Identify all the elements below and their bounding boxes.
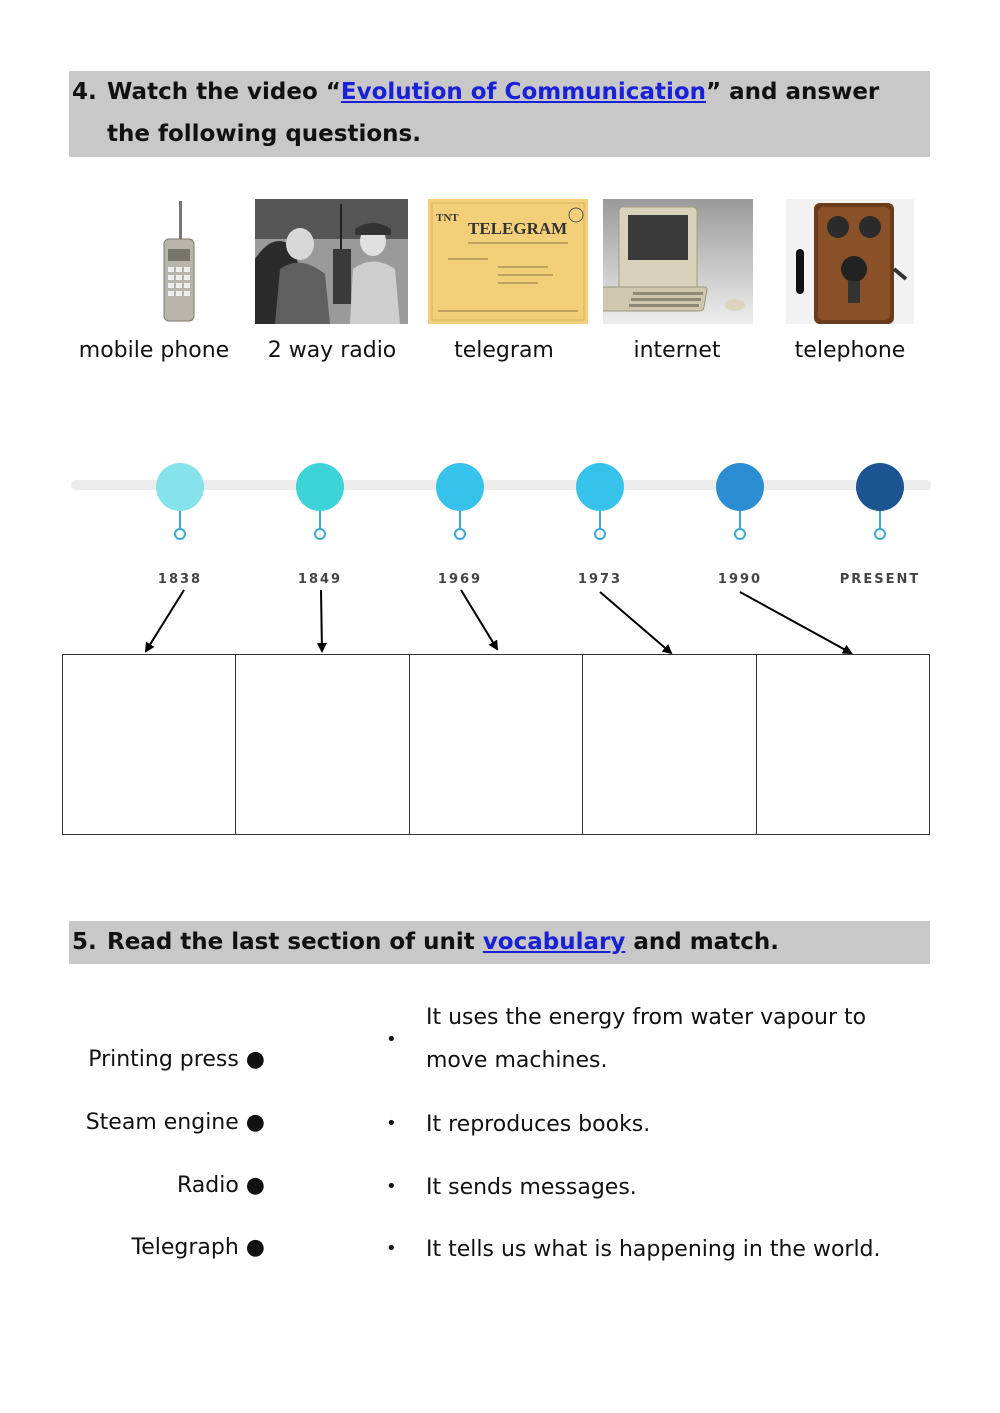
section-5-text-after: and match. bbox=[625, 929, 779, 955]
video-link[interactable]: Evolution of Communication bbox=[340, 79, 707, 105]
timeline-year: 1990 bbox=[717, 572, 763, 587]
computer-icon bbox=[603, 199, 753, 324]
answer-boxes bbox=[62, 654, 930, 835]
left-bullet: ● bbox=[245, 1110, 265, 1135]
section-number: 4. bbox=[72, 79, 97, 105]
section-4-text-after: ” and answer bbox=[706, 79, 880, 105]
timeline-node-3 bbox=[436, 463, 484, 511]
answer-box-2[interactable] bbox=[236, 655, 409, 834]
right-bullet-2[interactable]: • bbox=[386, 1113, 397, 1134]
mobile-phone-icon bbox=[150, 199, 210, 324]
answer-box-1[interactable] bbox=[63, 655, 236, 834]
right-bullet-1[interactable]: • bbox=[386, 1029, 397, 1050]
svg-text:TELEGRAM: TELEGRAM bbox=[468, 219, 568, 238]
timeline-marker bbox=[174, 528, 186, 540]
match-left-steam-engine[interactable]: Steam engine ● bbox=[85, 1110, 265, 1135]
timeline-year: PRESENT bbox=[839, 572, 921, 587]
section-4-header bbox=[69, 71, 930, 157]
answer-box-4[interactable] bbox=[583, 655, 756, 834]
caption-mobile-phone: mobile phone bbox=[78, 338, 230, 363]
caption-telegram: telegram bbox=[454, 338, 554, 363]
timeline-year: 1849 bbox=[297, 572, 343, 587]
left-bullet: ● bbox=[245, 1047, 265, 1072]
svg-text:TNT: TNT bbox=[436, 212, 459, 224]
caption-two-way-radio: 2 way radio bbox=[267, 338, 397, 363]
timeline-marker bbox=[314, 528, 326, 540]
arrow-2 bbox=[321, 590, 322, 651]
section-5-header bbox=[69, 921, 930, 964]
arrow-3 bbox=[461, 590, 497, 649]
match-right-messages: It sends messages. bbox=[426, 1175, 637, 1200]
timeline-node-2 bbox=[296, 463, 344, 511]
timeline-node-4 bbox=[576, 463, 624, 511]
arrow-4 bbox=[600, 592, 671, 653]
timeline-node-1 bbox=[156, 463, 204, 511]
match-right-books: It reproduces books. bbox=[426, 1112, 651, 1137]
right-bullet-4[interactable]: • bbox=[386, 1238, 397, 1259]
timeline-marker bbox=[874, 528, 886, 540]
answer-box-3[interactable] bbox=[410, 655, 583, 834]
answer-box-5[interactable] bbox=[757, 655, 929, 834]
match-left-radio[interactable]: Radio ● bbox=[176, 1173, 265, 1198]
timeline-year: 1973 bbox=[577, 572, 623, 587]
timeline-stem bbox=[179, 511, 181, 529]
match-left-printing-press[interactable]: Printing press ● bbox=[88, 1047, 265, 1072]
timeline-stem bbox=[879, 511, 881, 529]
timeline-node-6 bbox=[856, 463, 904, 511]
timeline-marker bbox=[594, 528, 606, 540]
timeline-stem bbox=[319, 511, 321, 529]
timeline-marker bbox=[454, 528, 466, 540]
match-left-telegraph[interactable]: Telegraph ● bbox=[131, 1235, 265, 1260]
match-right-world: It tells us what is happening in the world. bbox=[426, 1237, 881, 1262]
section-5-text: Read the last section of unit bbox=[107, 929, 483, 955]
left-bullet: ● bbox=[245, 1173, 265, 1198]
vocabulary-link[interactable]: vocabulary bbox=[482, 929, 626, 955]
left-bullet: ● bbox=[245, 1235, 265, 1260]
telephone-icon bbox=[786, 199, 914, 324]
arrows bbox=[0, 580, 1000, 660]
arrow-1 bbox=[146, 590, 184, 651]
telegram-photo bbox=[428, 199, 588, 324]
timeline-year: 1838 bbox=[157, 572, 203, 587]
two-way-radio-photo bbox=[255, 199, 408, 324]
right-bullet-3[interactable]: • bbox=[386, 1176, 397, 1197]
timeline-marker bbox=[734, 528, 746, 540]
section-4-line2: the following questions. bbox=[107, 121, 421, 147]
match-right-steam: It uses the energy from water vapour to move machines. bbox=[426, 1005, 867, 1073]
section-4-text: Watch the video “ bbox=[107, 79, 341, 105]
caption-telephone: telephone bbox=[794, 338, 906, 363]
timeline-stem bbox=[459, 511, 461, 529]
section-number: 5. bbox=[72, 929, 97, 955]
caption-internet: internet bbox=[633, 338, 721, 363]
timeline-stem bbox=[739, 511, 741, 529]
arrow-5 bbox=[740, 592, 851, 653]
timeline-stem bbox=[599, 511, 601, 529]
timeline-node-5 bbox=[716, 463, 764, 511]
timeline-year: 1969 bbox=[437, 572, 483, 587]
